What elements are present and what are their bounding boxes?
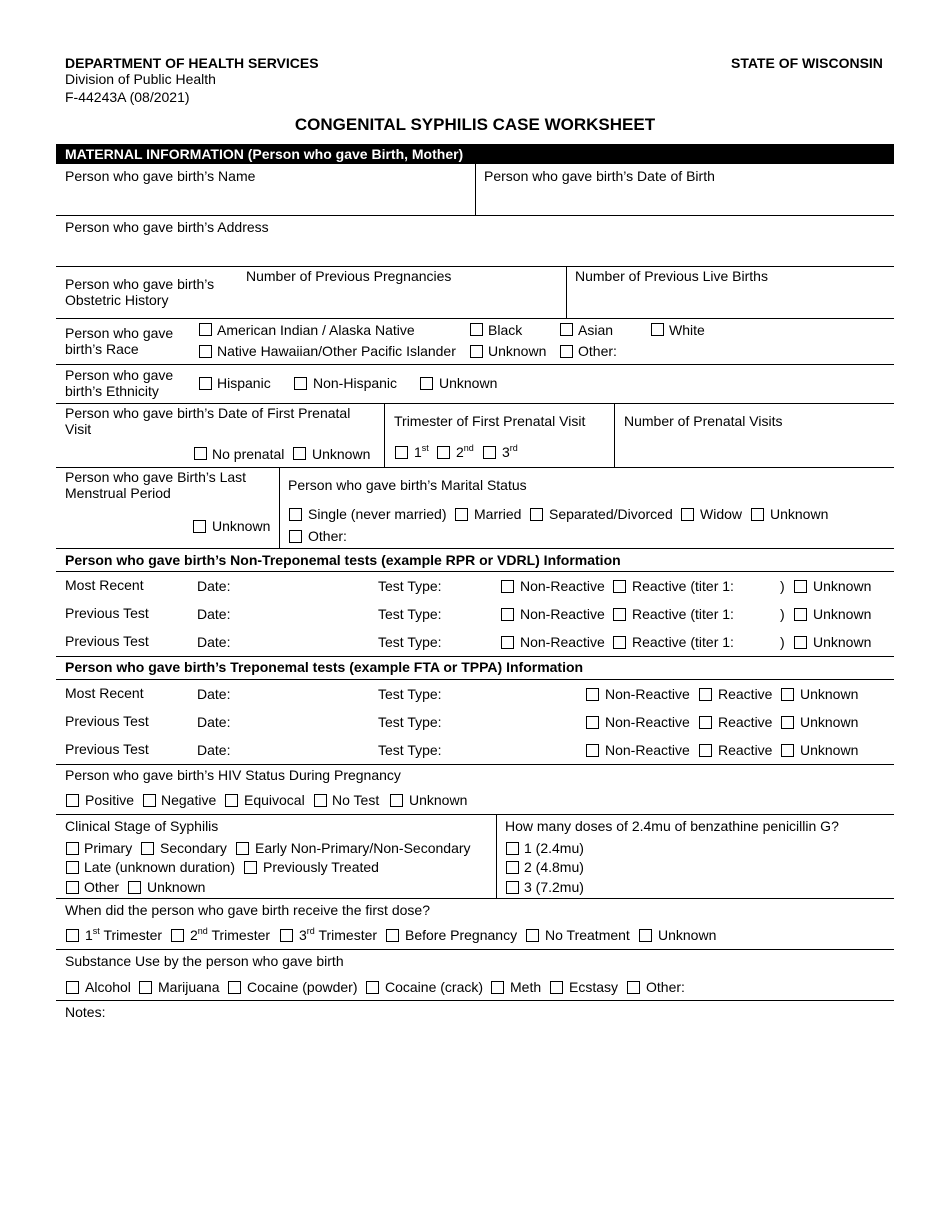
stage-option-label: Previously Treated [263,859,379,875]
divider [56,215,894,216]
trep-date-label: Date: [197,686,231,702]
nontrep-nonreactive-checkbox[interactable] [501,608,514,621]
dose-1-checkbox[interactable] [506,842,519,855]
page-title: CONGENITAL SYPHILIS CASE WORKSHEET [294,115,656,134]
division-name: Division of Public Health [65,71,216,87]
trep-nonreactive-label: Non-Reactive [605,742,690,758]
lmp-unknown-checkbox[interactable] [193,520,206,533]
hiv-option-label: Unknown [409,792,468,808]
dose-option-label: 2 (4.8mu) [524,859,584,875]
trep-row-label: Previous Test [65,713,149,729]
first-dose-option-label: 2nd Trimester [190,926,271,943]
prenatal-unknown-label: Unknown [312,446,371,462]
substance-ecstasy-checkbox[interactable] [550,981,563,994]
nontrep-row-label: Most Recent [65,577,144,593]
stage-option-label: Other [84,879,120,895]
divider [56,266,894,267]
nontrep-nonreactive-checkbox[interactable] [501,580,514,593]
nontrep-unknown-label: Unknown [813,606,872,622]
hiv-positive-checkbox[interactable] [66,794,79,807]
obstetric-label: Person who gave birth’s [65,276,215,292]
first-dose-unknown-checkbox[interactable] [639,929,652,942]
ethnicity-non-hispanic-checkbox[interactable] [294,377,307,390]
divider [56,1000,894,1001]
trep-row-label: Most Recent [65,685,144,701]
notes-label: Notes: [65,1004,106,1020]
nontrep-date-label: Date: [197,606,231,622]
marital-separated-checkbox[interactable] [530,508,543,521]
nontrep-test-type-label: Test Type: [378,634,442,650]
first-dose-no-treatment-checkbox[interactable] [526,929,539,942]
divider [384,403,385,467]
stage-option-label: Late (unknown duration) [84,859,235,875]
trep-nonreactive-checkbox[interactable] [586,688,599,701]
divider [496,814,497,898]
stage-early-non-primary-checkbox[interactable] [236,842,249,855]
prenatal-unknown-checkbox[interactable] [293,447,306,460]
name-label: Person who gave birth’s Name [65,168,256,184]
stage-previously-treated-checkbox[interactable] [244,861,257,874]
divider [56,814,894,815]
nontrep-date-label: Date: [197,634,231,650]
hiv-option-label: Positive [85,792,135,808]
trep-reactive-checkbox[interactable] [699,744,712,757]
hiv-unknown-checkbox[interactable] [390,794,403,807]
nontrep-unknown-label: Unknown [813,578,872,594]
nontrep-nonreactive-label: Non-Reactive [520,606,605,622]
address-label: Person who gave birth’s Address [65,219,269,235]
nontrep-unknown-checkbox[interactable] [794,636,807,649]
substance-use-label: Substance Use by the person who gave birth [65,953,344,969]
nontrep-row-label: Previous Test [65,633,149,649]
nontrep-reactive-checkbox[interactable] [613,608,626,621]
race-other-checkbox[interactable] [560,345,573,358]
race-native-hawaiian-checkbox[interactable] [199,345,212,358]
divider [475,164,476,215]
ethnicity-option-label: Hispanic [217,375,271,391]
marital-option-label: Other: [308,528,347,544]
divider [56,403,894,404]
dose-option-label: 3 (7.2mu) [524,879,584,895]
trep-test-type-label: Test Type: [378,686,442,702]
trimester-3rd-checkbox[interactable] [483,446,496,459]
divider [56,656,894,657]
trep-nonreactive-checkbox[interactable] [586,716,599,729]
trimester-1st-checkbox[interactable] [395,446,408,459]
substance-marijuana-checkbox[interactable] [139,981,152,994]
nontrep-nonreactive-label: Non-Reactive [520,578,605,594]
lmp-unknown-label: Unknown [212,518,271,534]
first-dose-option-label: 3rd Trimester [299,926,378,943]
nontrep-test-type-label: Test Type: [378,578,442,594]
divider [566,266,567,318]
divider [56,318,894,319]
nontrep-row-label: Previous Test [65,605,149,621]
ethnicity-label-2: birth’s Ethnicity [65,383,159,399]
race-unknown-checkbox[interactable] [470,345,483,358]
obstetric-label-2: Obstetric History [65,292,169,308]
trimester-1st-label: 1st [414,443,429,460]
marital-option-label: Widow [700,506,743,522]
trep-unknown-label: Unknown [800,742,859,758]
trep-unknown-checkbox[interactable] [781,744,794,757]
no-prenatal-label: No prenatal [212,446,285,462]
substance-cocaine-crack-checkbox[interactable] [366,981,379,994]
nontrep-unknown-label: Unknown [813,634,872,650]
trep-reactive-checkbox[interactable] [699,688,712,701]
nontrep-reactive-checkbox[interactable] [613,636,626,649]
trep-section-title: Person who gave birth’s Treponemal tests (example FTA or TPPA) Information [65,659,584,675]
lmp-label-2: Menstrual Period [65,485,171,501]
marital-married-checkbox[interactable] [455,508,468,521]
nontrep-unknown-checkbox[interactable] [794,580,807,593]
stage-secondary-checkbox[interactable] [141,842,154,855]
substance-option-label: Marijuana [158,979,220,995]
divider [56,548,894,549]
first-dose-1st-trimester-checkbox[interactable] [66,929,79,942]
first-dose-option-label: Unknown [658,927,717,943]
stage-other-checkbox[interactable] [66,881,79,894]
divider [56,949,894,950]
stage-primary-checkbox[interactable] [66,842,79,855]
ethnicity-unknown-checkbox[interactable] [420,377,433,390]
maternal-section-title: MATERNAL INFORMATION (Person who gave Birth, Mother) [65,146,464,162]
marital-option-label: Separated/Divorced [549,506,673,522]
prev-live-births-label: Number of Previous Live Births [575,268,768,284]
trep-row-label: Previous Test [65,741,149,757]
nontrep-section-title: Person who gave birth’s Non-Treponemal tests (example RPR or VDRL) Information [65,552,621,568]
nontrep-date-label: Date: [197,578,231,594]
divider [279,467,280,548]
trep-nonreactive-checkbox[interactable] [586,744,599,757]
substance-alcohol-checkbox[interactable] [66,981,79,994]
divider [56,571,894,572]
first-dose-label: When did the person who gave birth receive the first dose? [65,902,430,918]
trep-date-label: Date: [197,742,231,758]
hiv-no-test-checkbox[interactable] [314,794,327,807]
trep-unknown-checkbox[interactable] [781,716,794,729]
dose-3-checkbox[interactable] [506,881,519,894]
ethnicity-label: Person who gave [65,367,174,383]
nontrep-reactive-label: Reactive (titer 1: [632,578,734,594]
substance-other-checkbox[interactable] [627,981,640,994]
marital-single-checkbox[interactable] [289,508,302,521]
first-dose-option-label: No Treatment [545,927,630,943]
trep-date-label: Date: [197,714,231,730]
race-option-label: Unknown [488,343,547,359]
clinical-stage-label: Clinical Stage of Syphilis [65,818,219,834]
race-option-label: Other: [578,343,617,359]
substance-meth-checkbox[interactable] [491,981,504,994]
stage-option-label: Early Non-Primary/Non-Secondary [255,840,471,856]
race-option-label: White [669,322,705,338]
hiv-equivocal-checkbox[interactable] [225,794,238,807]
hiv-option-label: Negative [161,792,217,808]
first-dose-option-label: Before Pregnancy [405,927,518,943]
first-dose-3rd-trimester-checkbox[interactable] [280,929,293,942]
stage-late-checkbox[interactable] [66,861,79,874]
nontrep-titer-close: ) [780,578,785,594]
nontrep-titer-close: ) [780,634,785,650]
nontrep-reactive-checkbox[interactable] [613,580,626,593]
stage-option-label: Secondary [160,840,227,856]
trimester-2nd-checkbox[interactable] [437,446,450,459]
nontrep-reactive-label: Reactive (titer 1: [632,606,734,622]
state-name: STATE OF WISCONSIN [731,55,883,71]
first-dose-before-pregnancy-checkbox[interactable] [386,929,399,942]
divider [56,898,894,899]
divider [56,364,894,365]
first-dose-2nd-trimester-checkbox[interactable] [171,929,184,942]
trep-unknown-checkbox[interactable] [781,688,794,701]
marital-option-label: Unknown [770,506,829,522]
nontrep-unknown-checkbox[interactable] [794,608,807,621]
no-prenatal-checkbox[interactable] [194,447,207,460]
substance-option-label: Ecstasy [569,979,619,995]
prev-pregnancies-label: Number of Previous Pregnancies [246,268,452,284]
trep-unknown-label: Unknown [800,714,859,730]
trep-unknown-label: Unknown [800,686,859,702]
ethnicity-hispanic-checkbox[interactable] [199,377,212,390]
marital-widow-checkbox[interactable] [681,508,694,521]
trep-reactive-checkbox[interactable] [699,716,712,729]
marital-option-label: Married [474,506,522,522]
department-name: DEPARTMENT OF HEALTH SERVICES [65,55,319,71]
trep-test-type-label: Test Type: [378,714,442,730]
substance-option-label: Cocaine (powder) [247,979,358,995]
hiv-status-label: Person who gave birth’s HIV Status During Pregnancy [65,767,401,783]
race-option-label: Asian [578,322,614,338]
substance-option-label: Meth [510,979,542,995]
trep-reactive-label: Reactive [718,686,773,702]
hiv-option-label: Equivocal [244,792,305,808]
dose-2-checkbox[interactable] [506,861,519,874]
race-option-label: Black [488,322,523,338]
nontrep-test-type-label: Test Type: [378,606,442,622]
form-id: F-44243A (08/2021) [65,89,190,105]
nontrep-nonreactive-label: Non-Reactive [520,634,605,650]
lmp-label: Person who gave Birth’s Last [65,469,247,485]
race-american-indian-checkbox[interactable] [199,323,212,336]
divider [56,764,894,765]
stage-unknown-checkbox[interactable] [128,881,141,894]
marital-other-checkbox[interactable] [289,530,302,543]
prenatal-date-label: Person who gave birth’s Date of First Prenatal [65,405,351,421]
substance-option-label: Alcohol [85,979,131,995]
ethnicity-option-label: Non-Hispanic [313,375,398,391]
doses-label: How many doses of 2.4mu of benzathine penicillin G? [505,818,839,834]
marital-option-label: Single (never married) [308,506,447,522]
trep-reactive-label: Reactive [718,714,773,730]
divider [614,403,615,467]
ethnicity-option-label: Unknown [439,375,498,391]
race-label-2: birth’s Race [65,341,139,357]
trep-test-type-label: Test Type: [378,742,442,758]
first-dose-option-label: 1st Trimester [85,926,163,943]
trep-reactive-label: Reactive [718,742,773,758]
divider [56,679,894,680]
marital-unknown-checkbox[interactable] [751,508,764,521]
divider [56,467,894,468]
race-black-checkbox[interactable] [470,323,483,336]
race-white-checkbox[interactable] [651,323,664,336]
race-option-label: American Indian / Alaska Native [217,322,415,338]
dob-label: Person who gave birth’s Date of Birth [484,168,715,184]
trep-nonreactive-label: Non-Reactive [605,714,690,730]
trimester-3rd-label: 3rd [502,443,518,460]
substance-option-label: Other: [646,979,685,995]
num-prenatal-visits-label: Number of Prenatal Visits [624,413,783,429]
hiv-option-label: No Test [332,792,380,808]
race-option-label: Native Hawaiian/Other Pacific Islander [217,343,456,359]
nontrep-reactive-label: Reactive (titer 1: [632,634,734,650]
marital-status-label: Person who gave birth’s Marital Status [288,477,527,493]
substance-option-label: Cocaine (crack) [385,979,484,995]
trep-nonreactive-label: Non-Reactive [605,686,690,702]
trimester-2nd-label: 2nd [456,443,474,460]
prenatal-date-label-2: Visit [65,421,92,437]
nontrep-titer-close: ) [780,606,785,622]
nontrep-nonreactive-checkbox[interactable] [501,636,514,649]
hiv-negative-checkbox[interactable] [143,794,156,807]
dose-option-label: 1 (2.4mu) [524,840,584,856]
stage-option-label: Primary [84,840,133,856]
trimester-label: Trimester of First Prenatal Visit [394,413,586,429]
race-asian-checkbox[interactable] [560,323,573,336]
stage-option-label: Unknown [147,879,206,895]
race-label: Person who gave [65,325,174,341]
substance-cocaine-powder-checkbox[interactable] [228,981,241,994]
